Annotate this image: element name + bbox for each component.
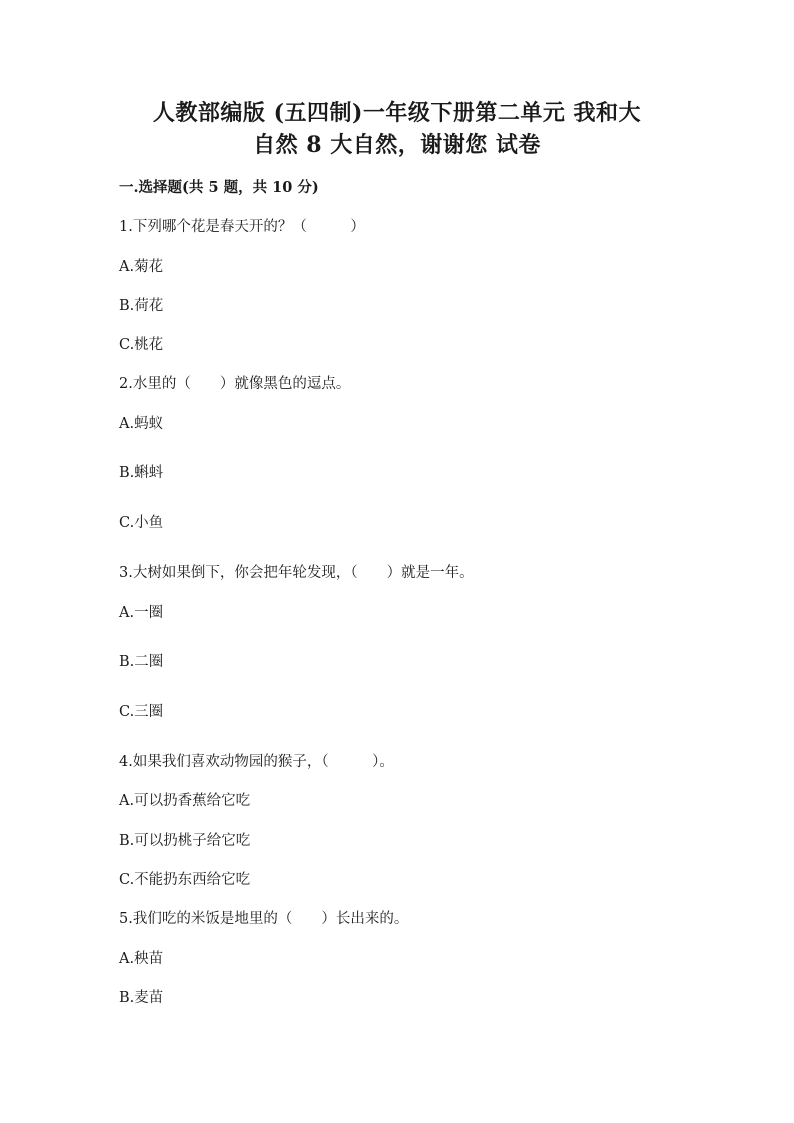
question-3-option-a: A.一圈 — [119, 605, 164, 621]
question-3-stem: 3.大树如果倒下，你会把年轮发现，（ ）就是一年。 — [119, 565, 474, 581]
exam-title-line-1: 人教部编版 (五四制)一年级下册第二单元 我和大 — [152, 100, 642, 126]
question-4-option-a: A.可以扔香蕉给它吃 — [119, 793, 251, 809]
question-1-option-c: C.桃花 — [119, 337, 164, 353]
question-1-stem: 1.下列哪个花是春天开的？（ ） — [119, 219, 365, 235]
question-4-stem: 4.如果我们喜欢动物园的猴子，（ ）。 — [119, 754, 394, 770]
question-4-option-b: B.可以扔桃子给它吃 — [119, 833, 251, 849]
section-heading: 一.选择题(共 5 题，共 10 分) — [119, 179, 319, 196]
question-5-option-a: A.秧苗 — [119, 951, 164, 967]
question-2-option-b: B.蝌蚪 — [119, 465, 164, 481]
question-1-option-b: B.荷花 — [119, 298, 164, 314]
question-2-stem: 2.水里的（ ）就像黑色的逗点。 — [119, 376, 351, 392]
question-1-option-a: A.菊花 — [119, 259, 164, 275]
question-3-option-b: B.二圈 — [119, 654, 164, 670]
question-2-option-c: C.小鱼 — [119, 515, 164, 531]
question-3-option-c: C.三圈 — [119, 704, 164, 720]
question-4-option-c: C.不能扔东西给它吃 — [119, 872, 251, 888]
exam-title-line-2: 自然 8 大自然，谢谢您 试卷 — [253, 132, 541, 158]
question-5-stem: 5.我们吃的米饭是地里的（ ）长出来的。 — [119, 911, 409, 927]
question-5-option-b: B.麦苗 — [119, 990, 164, 1006]
question-2-option-a: A.蚂蚁 — [119, 416, 164, 432]
